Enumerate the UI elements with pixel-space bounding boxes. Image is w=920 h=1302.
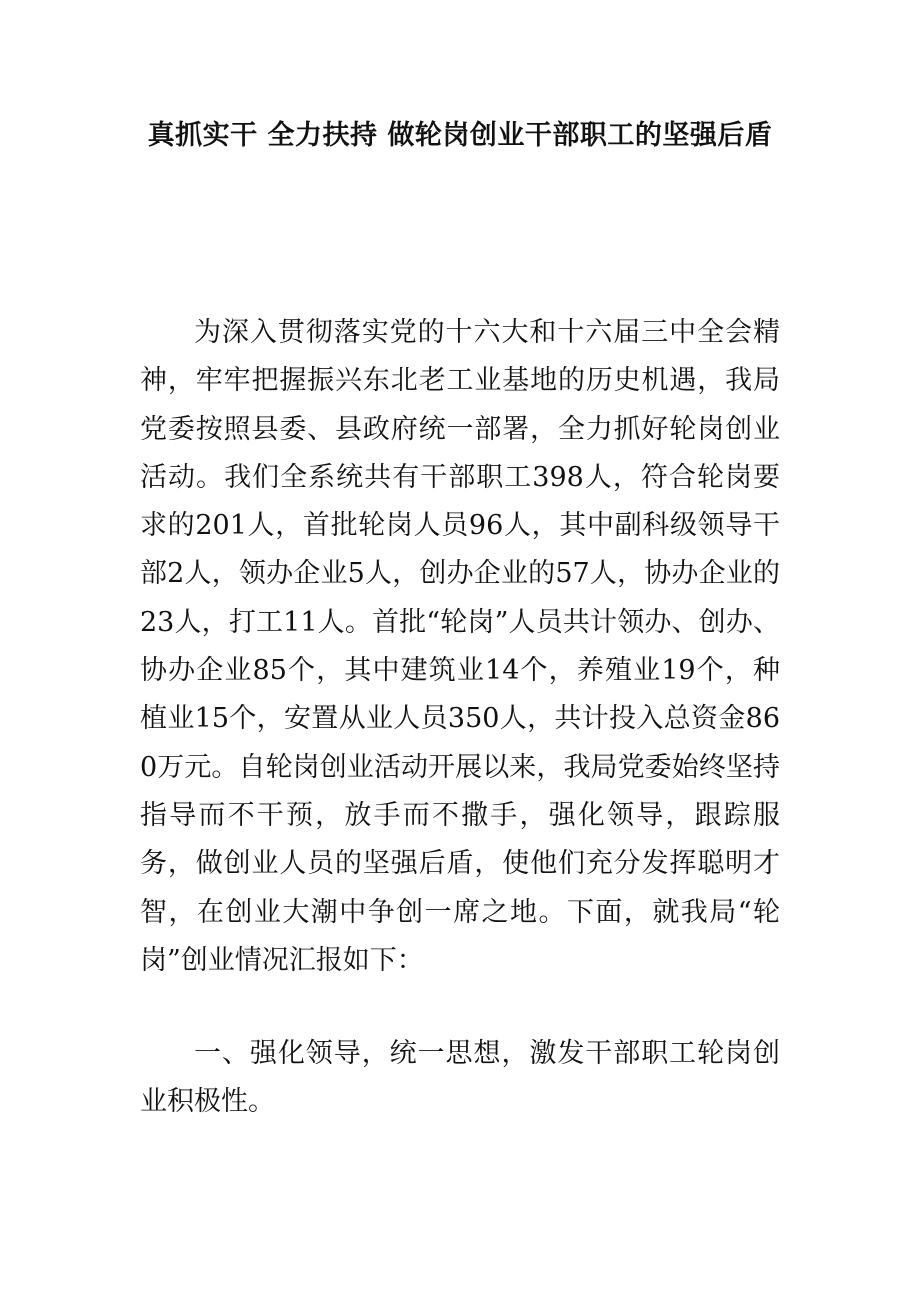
intro-paragraph: 为深入贯彻落实党的十六大和十六届三中全会精神，牢牢把握振兴东北老工业基地的历史机遇，我局党委按照县委、县政府统一部署，全力抓好轮岗创业活动。我们全系统共有干部职工398人，符合轮岗要求的201人，首批轮岗人员96人，其中副科级领导干部2人，领办企业5人，创办企业的57人，协办企业的23人，打工11人。首批“轮岗”人员共计领办、创办、协办企业85个，其中建筑业14个，养殖业19个，种植业15个，安置从业人员350人，共计投入总资金860万元。自轮岗创业活动开展以来，我局党委始终坚持指导而不干预，放手而不撒手，强化领导，跟踪服务，做创业人员的坚强后盾，使他们充分发挥聪明才智，在创业大潮中争创一席之地。下面，就我局“轮岗”创业情况汇报如下： <box>140 317 780 976</box>
section-heading-paragraph: 一、强化领导，统一思想，激发干部职工轮岗创业积极性。 <box>140 1038 780 1118</box>
document-title: 真抓实干 全力扶持 做轮岗创业干部职工的坚强后盾 <box>147 120 773 151</box>
